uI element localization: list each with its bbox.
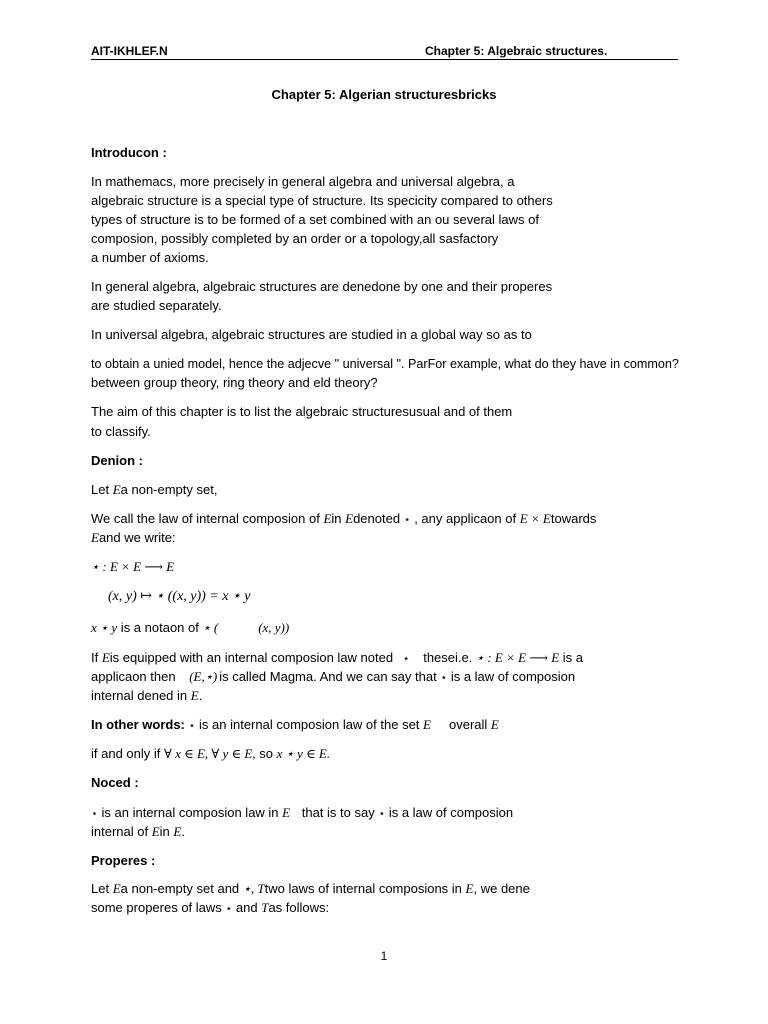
other-words-label: In other words: [91,717,185,732]
star-symbol: ⋆ [91,808,98,820]
intro-p1-line1: In mathemacs, more precisely in general algebra and universal algebra, a [91,174,515,189]
text-run: some properes of laws [91,900,226,915]
text-run: is a notaon of [117,620,203,635]
text-run: Let [91,881,113,896]
text-run: is equipped with an internal composion law noted [109,650,397,665]
math-T: T [261,900,269,915]
intro-p2-line1: In general algebra, algebraic structures are denedone by one and their properes [91,279,553,294]
text-run: is an internal composion law in [97,805,283,820]
math-E: E [112,881,121,896]
header-author: AIT-IKHLEF.N [91,44,168,58]
intro-p1-line2: algebraic structure is a special type of structure. Its specicity compared to others [91,193,553,208]
text-run: . [198,688,203,703]
math-E: E [465,881,474,896]
math-quantifier: ∀ x ∈ E, ∀ y ∈ E, [164,746,256,761]
text-run: is a law of composion [447,669,576,684]
definition-heading: Denion : [91,453,143,468]
text-run: and [232,900,262,915]
header-rule [91,59,678,60]
magma-line3 [91,688,202,704]
intro-p5-line2: to classify. [91,424,151,439]
page-number: 1 [380,949,388,963]
text-run: denoted [353,511,404,526]
text-run: is a [559,650,584,665]
math-closure: x ⋆ y ∈ E. [276,746,331,761]
math-E: E [323,511,332,526]
text-run: is called Magma. And we can say that [219,669,441,684]
intro-p1-line4: composion, possibly completed by an order or a topology,all sasfactory [91,231,499,246]
math-ExE: E × E [519,511,551,526]
math-map: ⋆ : E × E ⟶ E [475,650,560,665]
header-chapter: Chapter 5: Algebraic structures. [425,44,608,58]
notation-line [91,620,289,636]
text-run: We call the law of internal composion of [91,511,324,526]
text-run: in [331,511,346,526]
text-run: a non-empty set and [120,881,243,896]
math-E: E [112,482,121,497]
intro-p2-line2: are studied separately. [91,298,222,313]
page-title: Chapter 5: Algerian structuresbricks [271,87,497,102]
properties-line2 [91,900,329,917]
star-symbol: ⋆ [402,653,410,665]
properties-line1 [91,881,530,897]
noted-line1 [91,805,513,822]
intro-p1-line3: types of structure is to be formed of a set combined with an ou several laws of [91,212,539,227]
properties-heading: Properes : [91,853,156,868]
math-star-paren: ⋆ ( [202,620,219,635]
definition-let-line [91,482,217,498]
math-E: E [101,650,110,665]
math-E: E [282,805,291,820]
intro-heading: Introducon : [91,145,167,160]
star-symbol: ⋆ [440,672,448,684]
text-run: thesei.e. [419,650,476,665]
definition-call-line1 [91,511,596,528]
text-run: , any applicaon of [410,511,520,526]
other-words-line2 [91,746,330,762]
math-E: E [423,717,431,732]
star-symbol: ⋆ [225,903,233,915]
star-symbol: ⋆ [403,514,411,526]
math-E: E [345,511,354,526]
math-E: E [173,824,182,839]
text-run: applicaon then [91,669,180,684]
formula-map-element: (x, y) ↦ ⋆ ((x, y)) = x ⋆ y [108,589,251,604]
math-xy-paren: (x, y)) [258,620,290,635]
text-run: two laws of internal composions in [264,881,466,896]
intro-p1-line5: a number of axioms. [91,250,209,265]
math-E: E [91,530,99,545]
magma-line1 [91,650,583,667]
text-run: If [91,650,102,665]
text-run: is a law of composion [385,805,514,820]
text-run: towards [550,511,597,526]
star-symbol: ⋆ [188,720,196,732]
other-words-line1 [91,717,499,734]
text-run: that is to say [298,805,379,820]
noted-line2 [91,824,185,840]
intro-p3: In universal algebra, algebraic structures are studied in a global way so as to [91,327,532,342]
text-run: Let [91,482,113,497]
text-run: if and only if [91,746,164,761]
intro-p4-line2: between group theory, ring theory and eld theory? [91,375,378,390]
text-run: is an internal composion law of the set [195,717,424,732]
text-run: a non-empty set, [120,482,218,497]
math-E: E [151,824,160,839]
formula-map: ⋆ : E × E ⟶ E [91,559,175,574]
text-run: and we write: [98,530,176,545]
star-symbol: ⋆ [378,808,386,820]
text-run: so [255,746,277,761]
math-E: E [190,688,199,703]
definition-call-line2 [91,530,176,546]
intro-p5-line1: The aim of this chapter is to list the algebraic structuresusual and of them [91,404,513,419]
math-laws: ⋆, T [242,881,265,896]
text-run: overall [448,717,491,732]
math-x-star-y: x ⋆ y [91,620,118,635]
text-run: internal dened in [91,688,191,703]
magma-line2 [91,669,575,686]
text-run: . [181,824,185,839]
text-run: in [159,824,174,839]
text-run: , we dene [473,881,530,896]
text-run: as follows: [268,900,330,915]
math-magma-pair: (E,⋆) [189,669,218,684]
math-E: E [490,717,499,732]
text-run: internal of [91,824,152,839]
intro-p4-line1: to obtain a unied model, hence the adjecve " universal ". ParFor example, what do they have in common? [91,357,679,371]
noted-heading: Noced : [91,775,139,790]
